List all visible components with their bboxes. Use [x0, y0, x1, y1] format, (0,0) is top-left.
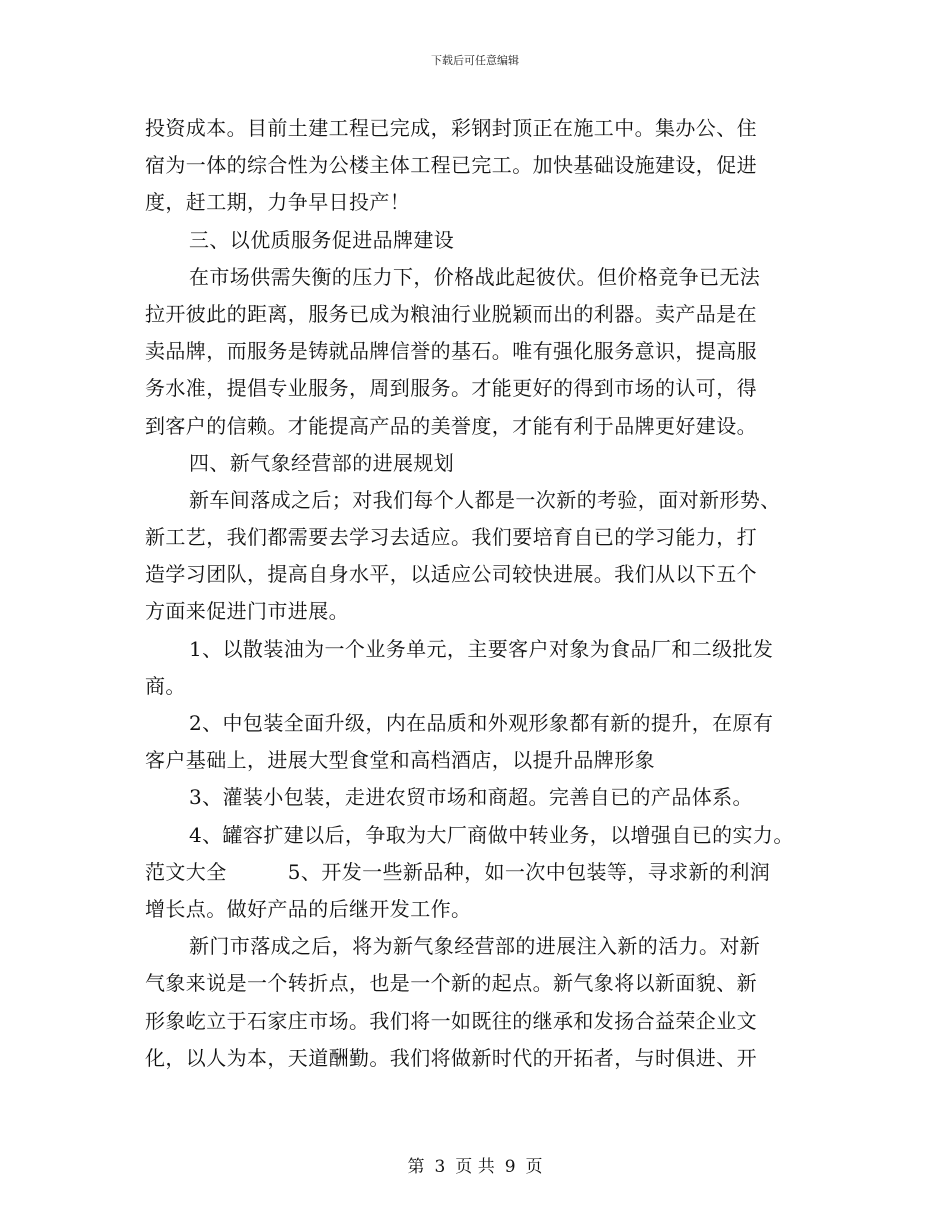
footer-prefix: 第	[407, 1157, 425, 1177]
text-line: 投资成本。目前土建工程已完成，彩钢封顶正在施工中。集办公、住	[145, 116, 757, 140]
text-line: 新车间落成之后；对我们每个人都是一次新的考验，面对新形势、	[189, 487, 781, 512]
footer-total-pages: 9	[504, 1157, 516, 1177]
body-text	[145, 110, 810, 1077]
text-line: 宿为一体的综合性为公楼主体工程已完工。加快基础设施建设，促进	[145, 153, 757, 178]
text-line: 度，赶工期，力争早日投产！	[145, 190, 411, 215]
text-line: 气象来说是一个转折点，也是一个新的起点。新气象将以新面貌、新	[145, 971, 757, 996]
text-line: 3、灌装小包装，走进农贸市场和商超。完善自已的产品体系。	[189, 785, 753, 810]
page-header: 下载后可任意编辑	[431, 54, 519, 67]
text-line: 4、罐容扩建以后，争取为大厂商做中转业务，以增强自已的实力。	[189, 822, 794, 847]
text-line: 新工艺，我们都需要去学习去适应。我们要培育自已的学习能力，打	[145, 525, 757, 550]
text-line: 到客户的信赖。才能提高产品的美誉度，才能有利于品牌更好建设。	[145, 413, 757, 438]
text-line: 2、中包装全面升级，内在品质和外观形象都有新的提升，在原有	[189, 711, 774, 735]
text-line: 拉开彼此的距离，服务已成为粮油行业脱颖而出的利器。卖产品是在	[145, 301, 757, 326]
text-line: 在市场供需失衡的压力下，价格战此起彼伏。但价格竞争已无法	[189, 264, 761, 289]
page-footer	[0, 1152, 950, 1177]
footer-page-number: 3	[434, 1157, 446, 1177]
text-line: 1、以散装油为一个业务单元，主要客户对象为食品厂和二级批发	[189, 636, 774, 661]
text-line: 卖品牌，而服务是铸就品牌信誉的基石。唯有强化服务意识，提高服	[145, 339, 757, 364]
text-line: 范文大全 5、开发一些新品种，如一次中包装等，寻求新的利润	[145, 859, 771, 884]
text-line: 造学习团队，提高自身水平，以适应公司较快进展。我们从以下五个	[145, 562, 757, 587]
text-line: 化，以人为本，天道酬勤。我们将做新时代的开拓者，与时俱进、开	[145, 1045, 757, 1070]
text-line: 务水准，提倡专业服务，周到服务。才能更好的得到市场的认可，得	[145, 376, 757, 401]
text-line: 形象屹立于石家庄市场。我们将一如既往的继承和发扬合益荣企业文	[145, 1008, 757, 1033]
text-line: 四、新气象经营部的进展规划	[189, 450, 455, 475]
text-line: 方面来促进门市进展。	[145, 599, 349, 624]
text-line: 增长点。做好产品的后继开发工作。	[145, 896, 472, 921]
text-line: 三、以优质服务促进品牌建设	[189, 227, 455, 252]
text-line: 商。	[145, 673, 186, 698]
text-line: 客户基础上，进展大型食堂和高档酒店，以提升品牌形象	[145, 748, 655, 773]
footer-middle: 页 共	[455, 1157, 495, 1177]
footer-suffix: 页	[525, 1157, 543, 1177]
text-line: 新门市落成之后，将为新气象经营部的进展注入新的活力。对新	[189, 934, 761, 959]
